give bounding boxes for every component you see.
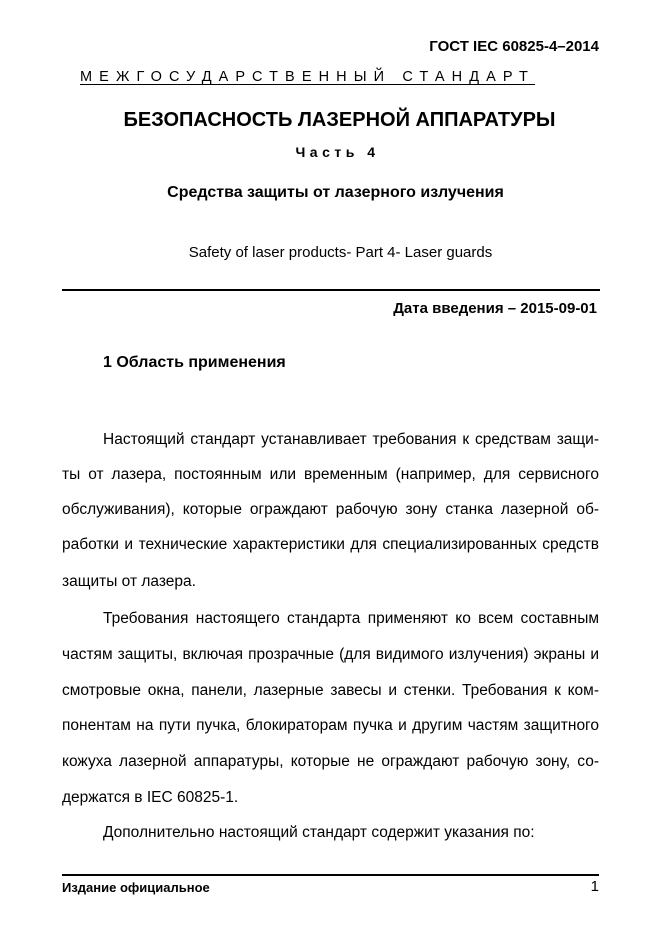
paragraph-line: ты от лазера, постоянным или временным (например, для сервисного [62,466,599,483]
paragraph-line: Требования настоящего стандарта применяют ко всем составным [103,610,599,627]
part-label: Часть 4 [295,144,380,160]
standard-number: ГОСТ IEC 60825-4–2014 [429,38,599,55]
introduction-date: Дата введения – 2015-09-01 [393,300,597,317]
paragraph-line: кожуха лазерной аппаратуры, которые не ограждают рабочую зону, со- [62,753,599,770]
interstate-standard-label: МЕЖГОСУДАРСТВЕННЫЙ СТАНДАРТ [80,69,536,85]
document-subtitle: Средства защиты от лазерного излучения [167,184,504,201]
paragraph-line: частям защиты, включая прозрачные (для видимого излучения) экраны и [62,646,599,663]
paragraph-line: понентам на пути пучка, блокираторам пучка и другим частям защитного [62,717,599,734]
document-title: БЕЗОПАСНОСТЬ ЛАЗЕРНОЙ АППАРАТУРЫ [123,109,556,131]
paragraph-line: Настоящий стандарт устанавливает требования к средствам защи- [103,431,599,448]
paragraph-line: обслуживания), которые ограждают рабочую зону станка лазерной об- [62,501,599,518]
paragraph-line: защиты от лазера. [62,573,196,590]
paragraph-line: работки и технические характеристики для специализированных средств [62,536,599,553]
header-divider [62,289,600,291]
paragraph-line: держатся в IEC 60825-1. [62,789,239,806]
page-number: 1 [590,878,599,895]
edition-label: Издание официальное [62,880,210,895]
paragraph-line: смотровые окна, панели, лазерные завесы и стенки. Требования к ком- [62,682,599,699]
footer-divider [62,874,599,876]
english-title: Safety of laser products- Part 4- Laser guards [188,244,493,261]
section-heading: 1 Область применения [103,354,286,371]
paragraph-line: Дополнительно настоящий стандарт содержит указания по: [103,824,535,841]
